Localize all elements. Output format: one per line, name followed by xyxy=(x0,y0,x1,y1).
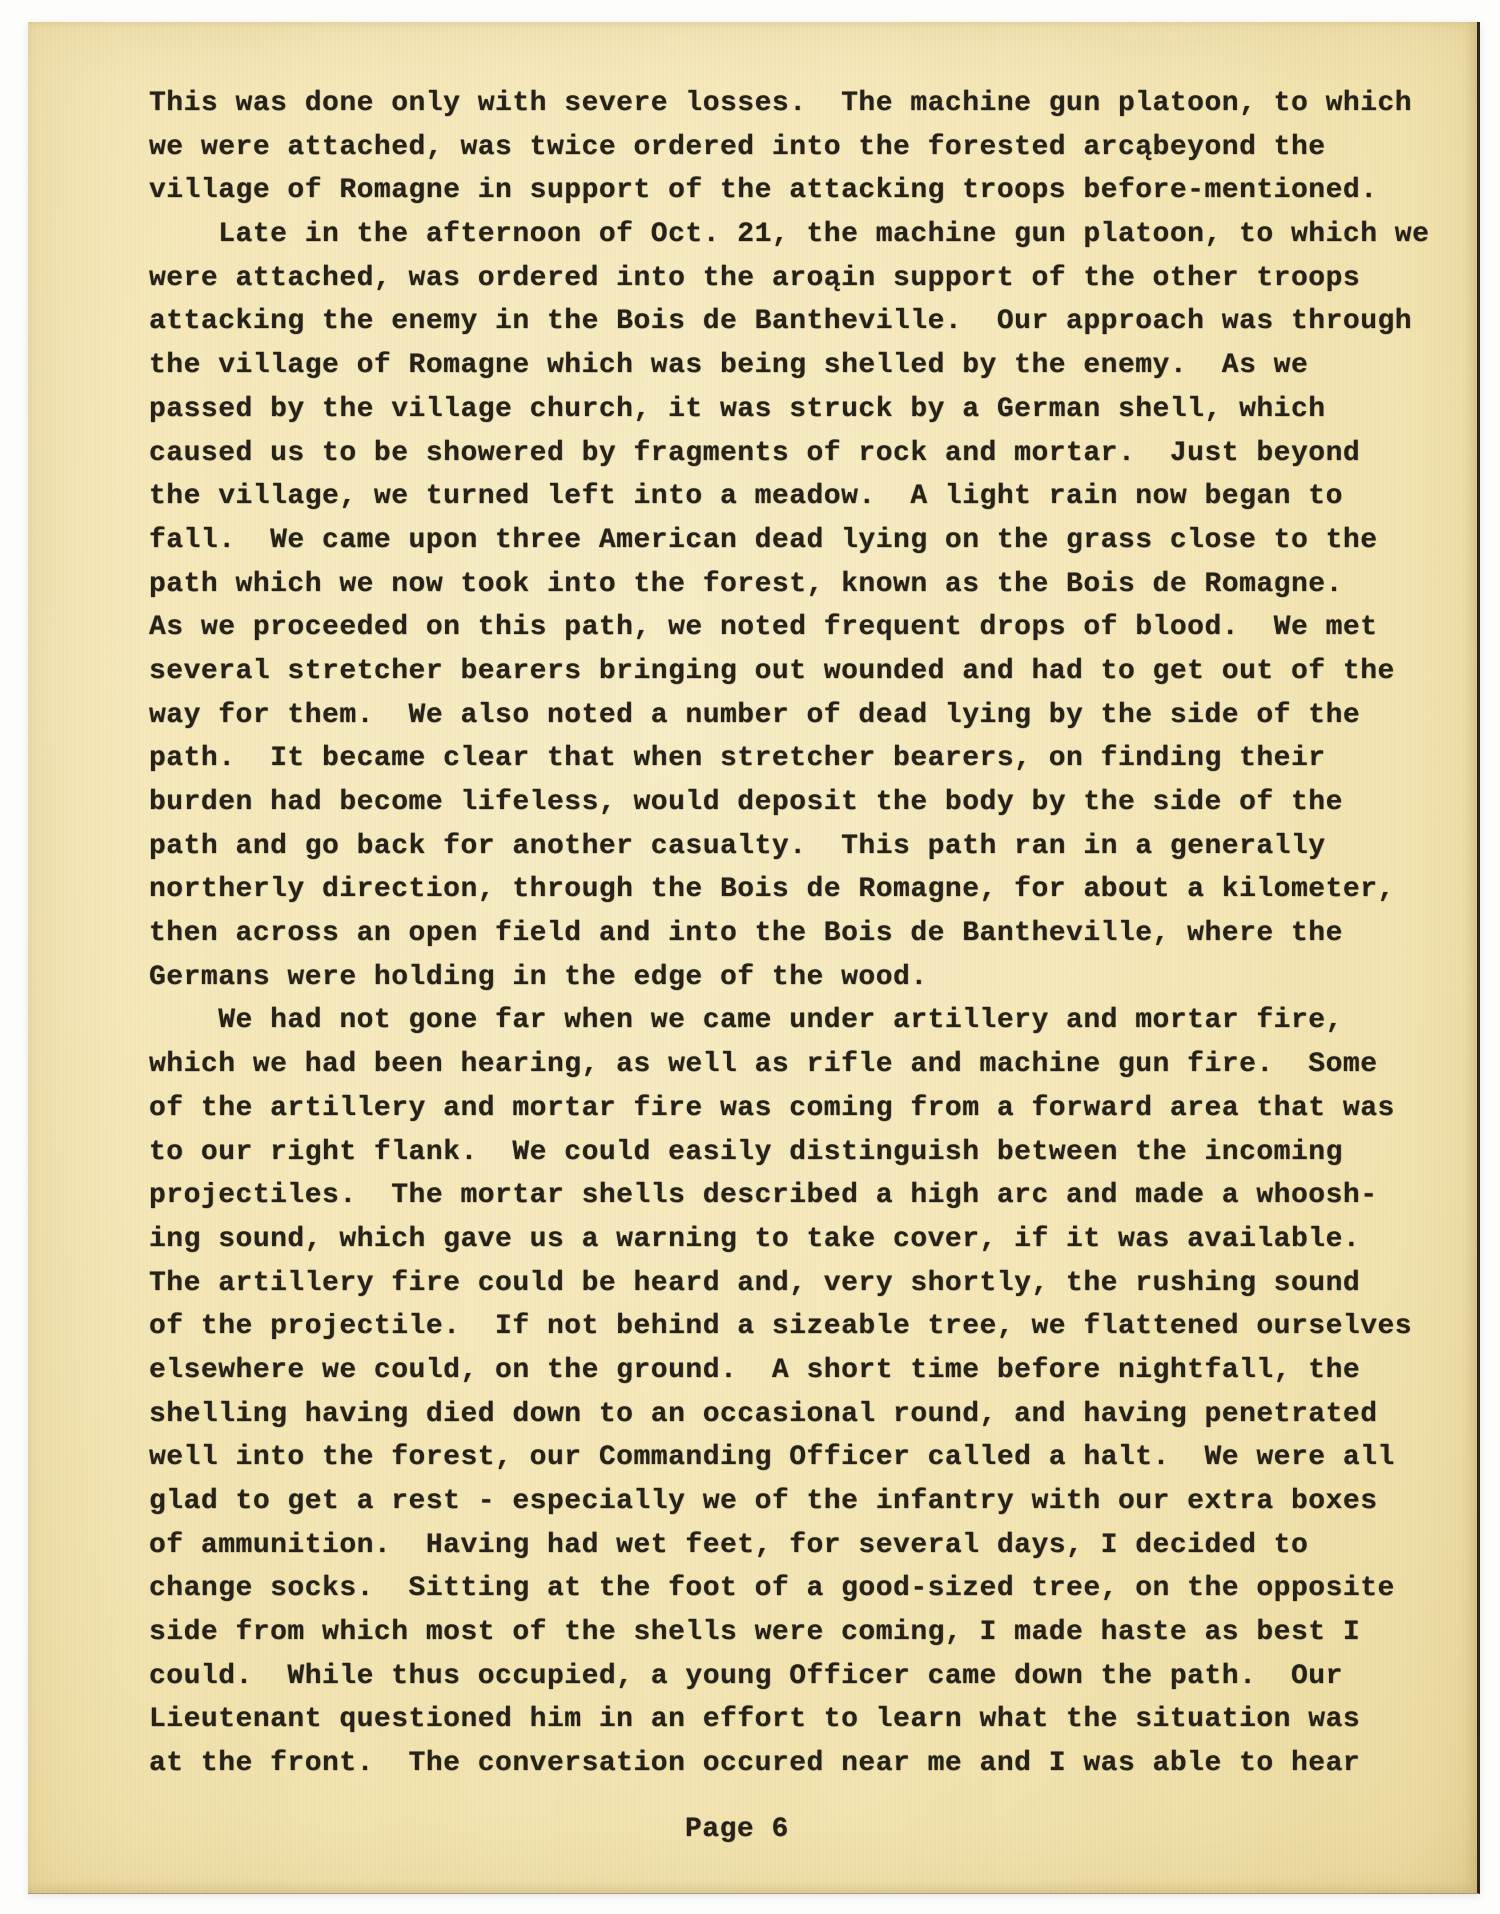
text-line: several stretcher bearers bringing out wounded and had to get out of the xyxy=(149,655,1395,687)
text-line: change socks. Sitting at the foot of a good-sized tree, on the opposite xyxy=(149,1573,1395,1605)
text-line: fall. We came upon three American dead lying on the grass close to the xyxy=(149,524,1378,556)
text-line: well into the forest, our Commanding Officer called a halt. We were all xyxy=(149,1442,1395,1474)
text-line: were attached, was ordered into the aroąin support of the other troops xyxy=(149,262,1361,294)
text-line: we were attached, was twice ordered into the forested arcąbeyond the xyxy=(149,131,1326,163)
text-line: This was done only with severe losses. The machine gun platoon, to which xyxy=(149,88,1413,119)
text-line: ing sound, which gave us a warning to take cover, if it was available. xyxy=(149,1223,1361,1255)
body-text xyxy=(149,82,1469,1786)
text-line: projectiles. The mortar shells described a high arc and made a whoosh- xyxy=(149,1180,1378,1212)
page-footer: Page 6 xyxy=(685,1814,789,1845)
text-line: path and go back for another casualty. This path ran in a generally xyxy=(149,830,1326,862)
text-line: burden had become lifeless, would deposit the body by the side of the xyxy=(149,787,1343,818)
text-line: attacking the enemy in the Bois de Bantheville. Our approach was through xyxy=(149,306,1413,338)
text-line: shelling having died down to an occasional round, and having penetrated xyxy=(149,1398,1378,1430)
text-line: Germans were holding in the edge of the wood. xyxy=(149,961,928,993)
text-line: the village, we turned left into a meadow. A light rain now began to xyxy=(149,481,1343,513)
paper-sheet xyxy=(28,22,1480,1894)
text-line: passed by the village church, it was struck by a German shell, which xyxy=(149,393,1326,425)
text-line: Late in the afternoon of Oct. 21, the machine gun platoon, to which we xyxy=(149,219,1430,251)
text-line: path which we now took into the forest, known as the Bois de Romagne. xyxy=(149,568,1343,600)
text-line: northerly direction, through the Bois de Romagne, for about a kilometer, xyxy=(149,874,1395,906)
text-line: which we had been hearing, as well as rifle and machine gun fire. Some xyxy=(149,1049,1378,1081)
text-line: of the artillery and mortar fire was coming from a forward area that was xyxy=(149,1092,1395,1124)
text-line: village of Romagne in support of the attacking troops before-mentioned. xyxy=(149,175,1378,207)
text-line: The artillery fire could be heard and, very shortly, the rushing sound xyxy=(149,1267,1361,1299)
text-line: way for them. We also noted a number of dead lying by the side of the xyxy=(149,699,1361,731)
text-line: glad to get a rest - especially we of the infantry with our extra boxes xyxy=(149,1486,1378,1517)
text-line: of the projectile. If not behind a sizeable tree, we flattened ourselves xyxy=(149,1311,1413,1343)
text-line: to our right flank. We could easily distinguish between the incoming xyxy=(149,1136,1343,1168)
text-line: As we proceeded on this path, we noted frequent drops of blood. We met xyxy=(149,612,1378,644)
text-line: at the front. The conversation occured near me and I was able to hear xyxy=(149,1748,1361,1780)
text-line: the village of Romagne which was being shelled by the enemy. As we xyxy=(149,350,1309,382)
text-line: We had not gone far when we came under artillery and mortar fire, xyxy=(149,1005,1343,1037)
text-line: could. While thus occupied, a young Officer came down the path. Our xyxy=(149,1660,1343,1692)
text-line: of ammunition. Having had wet feet, for several days, I decided to xyxy=(149,1529,1309,1561)
text-line: elsewhere we could, on the ground. A short time before nightfall, the xyxy=(149,1354,1361,1386)
text-line: Lieutenant questioned him in an effort to learn what the situation was xyxy=(149,1704,1361,1736)
text-line: path. It became clear that when stretcher bearers, on finding their xyxy=(149,743,1326,775)
text-line: caused us to be showered by fragments of rock and mortar. Just beyond xyxy=(149,437,1361,469)
text-line: side from which most of the shells were coming, I made haste as best I xyxy=(149,1617,1361,1649)
text-line: then across an open field and into the Bois de Bantheville, where the xyxy=(149,918,1343,950)
